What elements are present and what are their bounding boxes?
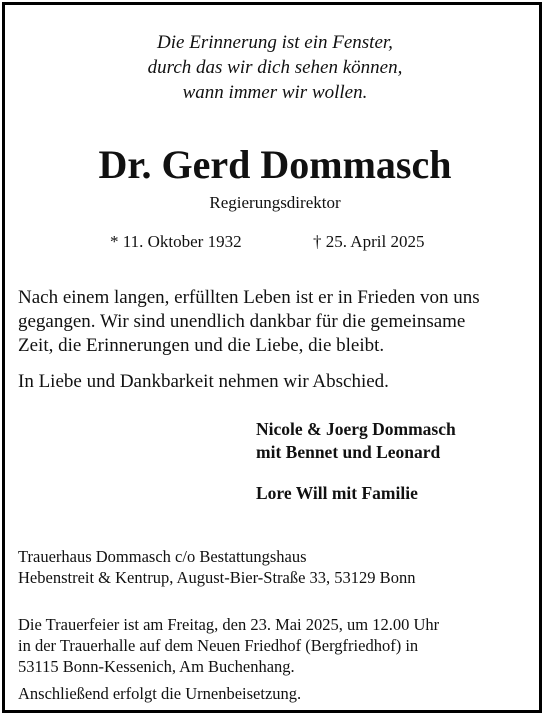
deceased-title: Regierungsdirektor	[209, 193, 341, 212]
deceased-name: Dr. Gerd Dommasch	[98, 142, 452, 187]
signature-family-1-line-2: mit Bennet und Leonard	[256, 442, 441, 462]
quote-line-1: Die Erinnerung ist ein Fenster,	[157, 32, 393, 53]
death-date: † 25. April 2025	[313, 232, 425, 251]
message-line-3: Zeit, die Erinnerungen und die Liebe, die bleibt.	[18, 335, 385, 356]
quote-line-2: durch das wir dich sehen können,	[147, 57, 403, 78]
urn-burial-text: Anschließend erfolgt die Urnenbeisetzung.	[18, 684, 302, 703]
signature-family-2: Lore Will mit Familie	[256, 483, 418, 503]
ceremony-line-3: 53115 Bonn-Kessenich, Am Buchenhang.	[18, 657, 295, 676]
address-line-1: Trauerhaus Dommasch c/o Bestattungshaus	[18, 547, 307, 566]
farewell-text: In Liebe und Dankbarkeit nehmen wir Abschied.	[18, 371, 389, 392]
message-line-2: gegangen. Wir sind unendlich dankbar für die gemeinsame	[18, 311, 466, 332]
ceremony-line-2: in der Trauerhalle auf dem Neuen Friedhof (Bergfriedhof) in	[18, 636, 419, 655]
signature-family-1-line-1: Nicole & Joerg Dommasch	[256, 419, 456, 439]
message-line-1: Nach einem langen, erfüllten Leben ist er in Frieden von uns	[18, 287, 480, 308]
ceremony-line-1: Die Trauerfeier ist am Freitag, den 23. Mai 2025, um 12.00 Uhr	[18, 615, 440, 634]
address-line-2: Hebenstreit & Kentrup, August-Bier-Straße 33, 53129 Bonn	[18, 568, 416, 587]
birth-date: * 11. Oktober 1932	[110, 232, 242, 251]
quote-line-3: wann immer wir wollen.	[182, 82, 368, 103]
